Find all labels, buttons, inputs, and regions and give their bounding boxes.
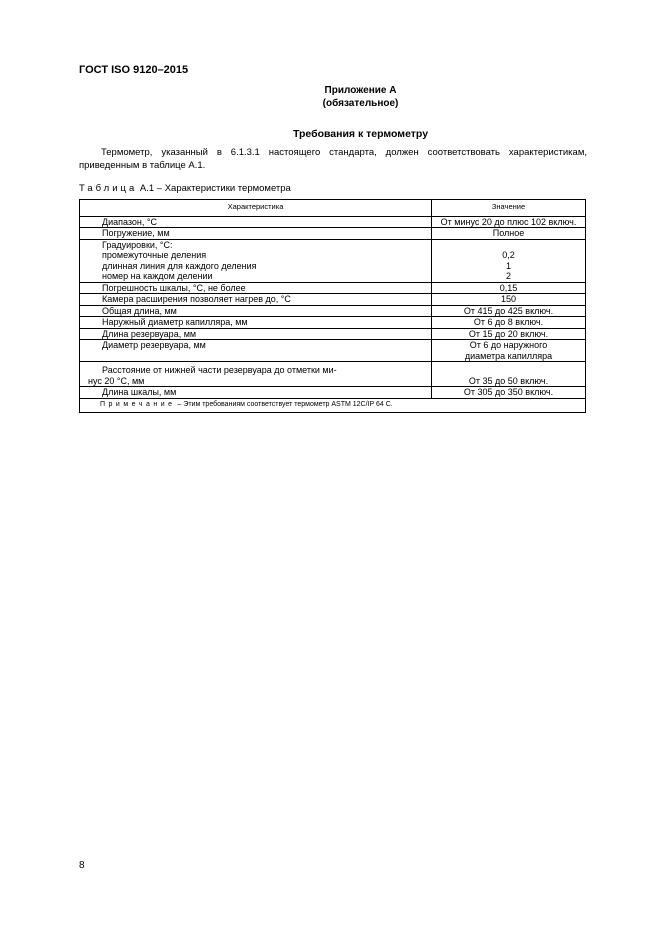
row-value: Полное — [432, 228, 586, 240]
row-value — [432, 340, 586, 362]
row-value: 0,15 — [432, 282, 586, 294]
column-header-value: Значение — [432, 200, 586, 217]
table-row — [80, 216, 586, 228]
row-value — [432, 239, 586, 282]
row-characteristic: Камера расширения позволяет нагрев до, °С — [80, 294, 432, 306]
table-row — [80, 362, 586, 387]
characteristics-table — [79, 199, 586, 413]
table-note-label: Примечание — [100, 400, 176, 408]
table-row — [80, 239, 586, 282]
page-number: 8 — [79, 860, 85, 871]
row-value-line: От 6 до наружного — [469, 340, 548, 350]
row-characteristic — [80, 362, 432, 387]
row-characteristic-line: Расстояние от нижней части резервуара до отметки ми- — [102, 365, 337, 375]
row-value: От 6 до 8 включ. — [432, 317, 586, 329]
row-characteristic — [80, 239, 432, 282]
appendix-subtitle: (обязательное) — [322, 98, 399, 109]
table-row — [80, 328, 586, 340]
row-value: От минус 20 до плюс 102 включ. — [432, 216, 586, 228]
row-value: От 415 до 425 включ. — [432, 305, 586, 317]
graduation-sub-value: 0,2 — [502, 250, 515, 260]
row-characteristic: Наружный диаметр капилляра, мм — [80, 317, 432, 329]
table-row — [80, 387, 586, 399]
row-characteristic: Общая длина, мм — [80, 305, 432, 317]
document-code: ГОСТ ISO 9120–2015 — [79, 64, 189, 76]
table-caption-label: Таблица — [79, 183, 138, 194]
table-row — [80, 317, 586, 329]
row-value: От 305 до 350 включ. — [432, 387, 586, 399]
graduation-sub-value: 2 — [505, 271, 511, 281]
row-characteristic: Погрешность шкалы, °С, не более — [80, 282, 432, 294]
table-row — [80, 294, 586, 306]
table-note-row — [80, 398, 586, 413]
row-value: От 35 до 50 включ. — [432, 362, 586, 387]
table-row — [80, 340, 586, 362]
table-row — [80, 228, 586, 240]
row-characteristic-line: нус 20 °С, мм — [88, 375, 145, 386]
table-caption — [79, 183, 291, 194]
intro-text: Термометр, указанный в 6.1.3.1 настоящего стандарта, должен соответствовать характеристикам, приведенным в таблице А.1. — [79, 147, 587, 171]
row-characteristic: Погружение, мм — [80, 228, 432, 240]
graduation-sub-item: номер на каждом делении — [102, 271, 213, 281]
table-note — [80, 398, 586, 413]
table-note-text: – Этим требованиям соответствует термометр ASTM 12C/IP 64 C. — [177, 400, 393, 408]
table-header-row — [80, 200, 586, 217]
appendix-heading — [0, 84, 661, 110]
row-characteristic: Длина резервуара, мм — [80, 328, 432, 340]
table-row — [80, 282, 586, 294]
graduation-sub-item: длинная линия для каждого деления — [102, 260, 257, 271]
row-characteristic: Длина шкалы, мм — [80, 387, 432, 399]
intro-paragraph — [79, 146, 587, 172]
row-characteristic: Диаметр резервуара, мм — [80, 340, 432, 362]
graduation-sub-value: 1 — [505, 260, 511, 271]
row-value: От 15 до 20 включ. — [432, 328, 586, 340]
row-value-line: диаметра капилляра — [464, 350, 553, 361]
graduation-sub-item: промежуточные деления — [102, 250, 207, 260]
graduation-heading: Градуировки, °С: — [102, 239, 173, 250]
row-value: 150 — [432, 294, 586, 306]
table-row — [80, 305, 586, 317]
row-characteristic: Диапазон, °С — [80, 216, 432, 228]
column-header-characteristic: Характеристика — [80, 200, 432, 217]
section-title: Требования к термометру — [292, 128, 429, 140]
table-caption-text: А.1 – Характеристики термометра — [139, 183, 291, 194]
appendix-title: Приложение А — [324, 85, 397, 96]
